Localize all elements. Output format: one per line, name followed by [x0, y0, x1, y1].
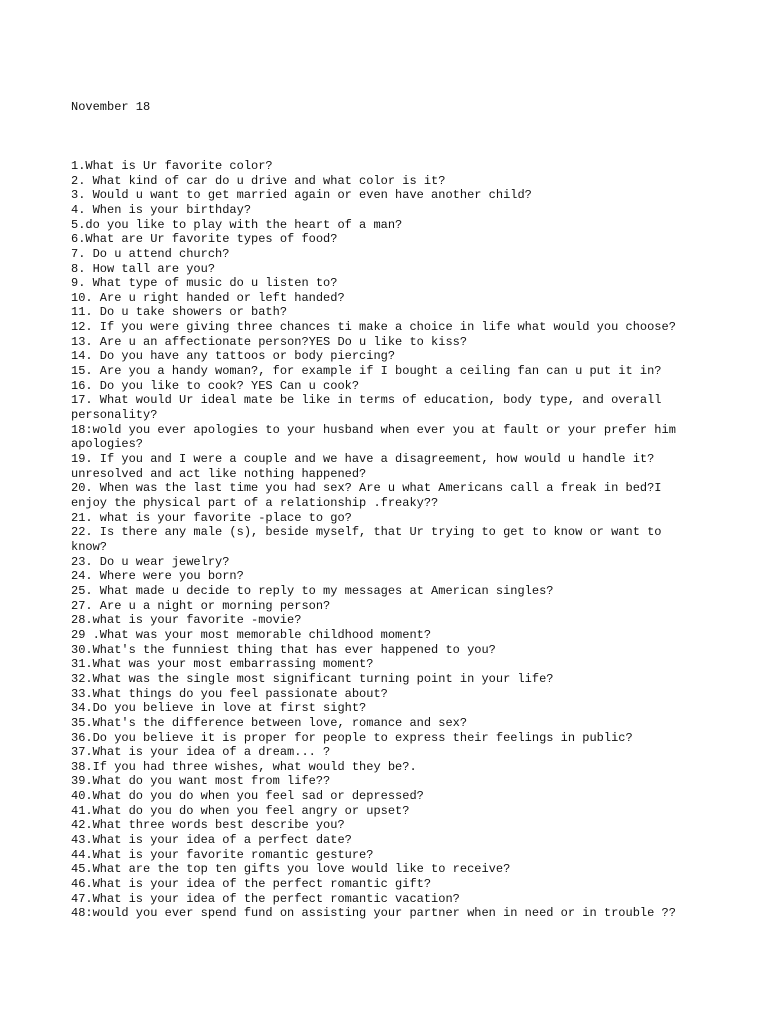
question-line: 9. What type of music do u listen to? — [71, 276, 338, 291]
question-line: 21. what is your favorite -place to go? — [71, 510, 352, 525]
question-line: 5.do you like to play with the heart of a man? — [71, 217, 403, 232]
question-line: 33.What things do you feel passionate about? — [71, 686, 388, 701]
question-line: 41.What do you do when you feel angry or upset? — [71, 803, 410, 818]
question-line: 37.What is your idea of a dream... ? — [71, 745, 331, 760]
question-line: 12. If you were giving three chances ti make a choice in life what would you choose? — [71, 320, 676, 335]
question-line: 39.What do you want most from life?? — [71, 774, 331, 789]
question-line: 47.What is your idea of the perfect romantic vacation? — [71, 891, 460, 906]
question-line: 16. Do you like to cook? YES Can u cook? — [71, 378, 360, 393]
question-line: 25. What made u decide to reply to my messages at American singles? — [71, 583, 554, 598]
question-line: 11. Do u take showers or bath? — [71, 305, 288, 320]
question-line: 38.If you had three wishes, what would they be?. — [71, 759, 417, 774]
question-line: 15. Are you a handy woman?, for example if I bought a ceiling fan can u put it in? — [71, 364, 662, 379]
question-line: 8. How tall are you? — [71, 261, 216, 276]
question-line: 19. If you and I were a couple and we have a disagreement, how would u handle it? unresolved and act like nothing happened? — [71, 452, 662, 481]
question-line: 7. Do u attend church? — [71, 246, 230, 261]
question-line: 46.What is your idea of the perfect romantic gift? — [71, 877, 432, 892]
question-line: 18:wold you ever apologies to your husband when ever you at fault or your prefer him apologies? — [71, 422, 684, 452]
question-line: 23. Do u wear jewelry? — [71, 554, 230, 569]
question-line: 43.What is your idea of a perfect date? — [71, 833, 352, 848]
question-line: 28.what is your favorite -movie? — [71, 613, 302, 628]
document-page — [71, 71, 701, 936]
question-line: 24. Where were you born? — [71, 569, 244, 584]
question-line: 10. Are u right handed or left handed? — [71, 290, 345, 305]
question-line: 31.What was your most embarrassing moment? — [71, 657, 374, 672]
question-line: 2. What kind of car do u drive and what color is it? — [71, 173, 446, 188]
document-date: November 18 — [71, 100, 151, 115]
question-line: 30.What's the funniest thing that has ever happened to you? — [71, 642, 496, 657]
question-line: 44.What is your favorite romantic gesture? — [71, 847, 374, 862]
question-line: 34.Do you believe in love at first sight? — [71, 701, 367, 716]
question-list — [71, 159, 701, 921]
question-line: 20. When was the last time you had sex? Are u what Americans call a freak in bed?I enjoy the physical part of a relationship .freaky?? — [71, 481, 669, 511]
question-line: 32.What was the single most significant turning point in your life? — [71, 671, 554, 686]
question-line: 1.What is Ur favorite color? — [71, 158, 273, 173]
question-line: 48:would you ever spend fund on assisting your partner when in need or in trouble ?? — [71, 906, 676, 921]
question-line: 36.Do you believe it is proper for people to express their feelings in public? — [71, 730, 633, 745]
question-line: 6.What are Ur favorite types of food? — [71, 232, 338, 247]
question-line: 27. Are u a night or morning person? — [71, 598, 331, 613]
question-line: 17. What would Ur ideal mate be like in terms of education, body type, and overall personality? — [71, 393, 669, 423]
question-line: 4. When is your birthday? — [71, 202, 252, 217]
question-line: 42.What three words best describe you? — [71, 818, 345, 833]
question-line: 40.What do you do when you feel sad or depressed? — [71, 789, 424, 804]
question-line: 35.What's the difference between love, romance and sex? — [71, 715, 468, 730]
question-line: 13. Are u an affectionate person?YES Do u like to kiss? — [71, 334, 468, 349]
question-line: 3. Would u want to get married again or even have another child? — [71, 188, 532, 203]
question-line: 29 .What was your most memorable childhood moment? — [71, 627, 432, 642]
question-line: 14. Do you have any tattoos or body piercing? — [71, 349, 396, 364]
question-line: 22. Is there any male (s), beside myself, that Ur trying to get to know or want to know? — [71, 525, 669, 554]
question-line: 45.What are the top ten gifts you love would like to receive? — [71, 862, 511, 877]
